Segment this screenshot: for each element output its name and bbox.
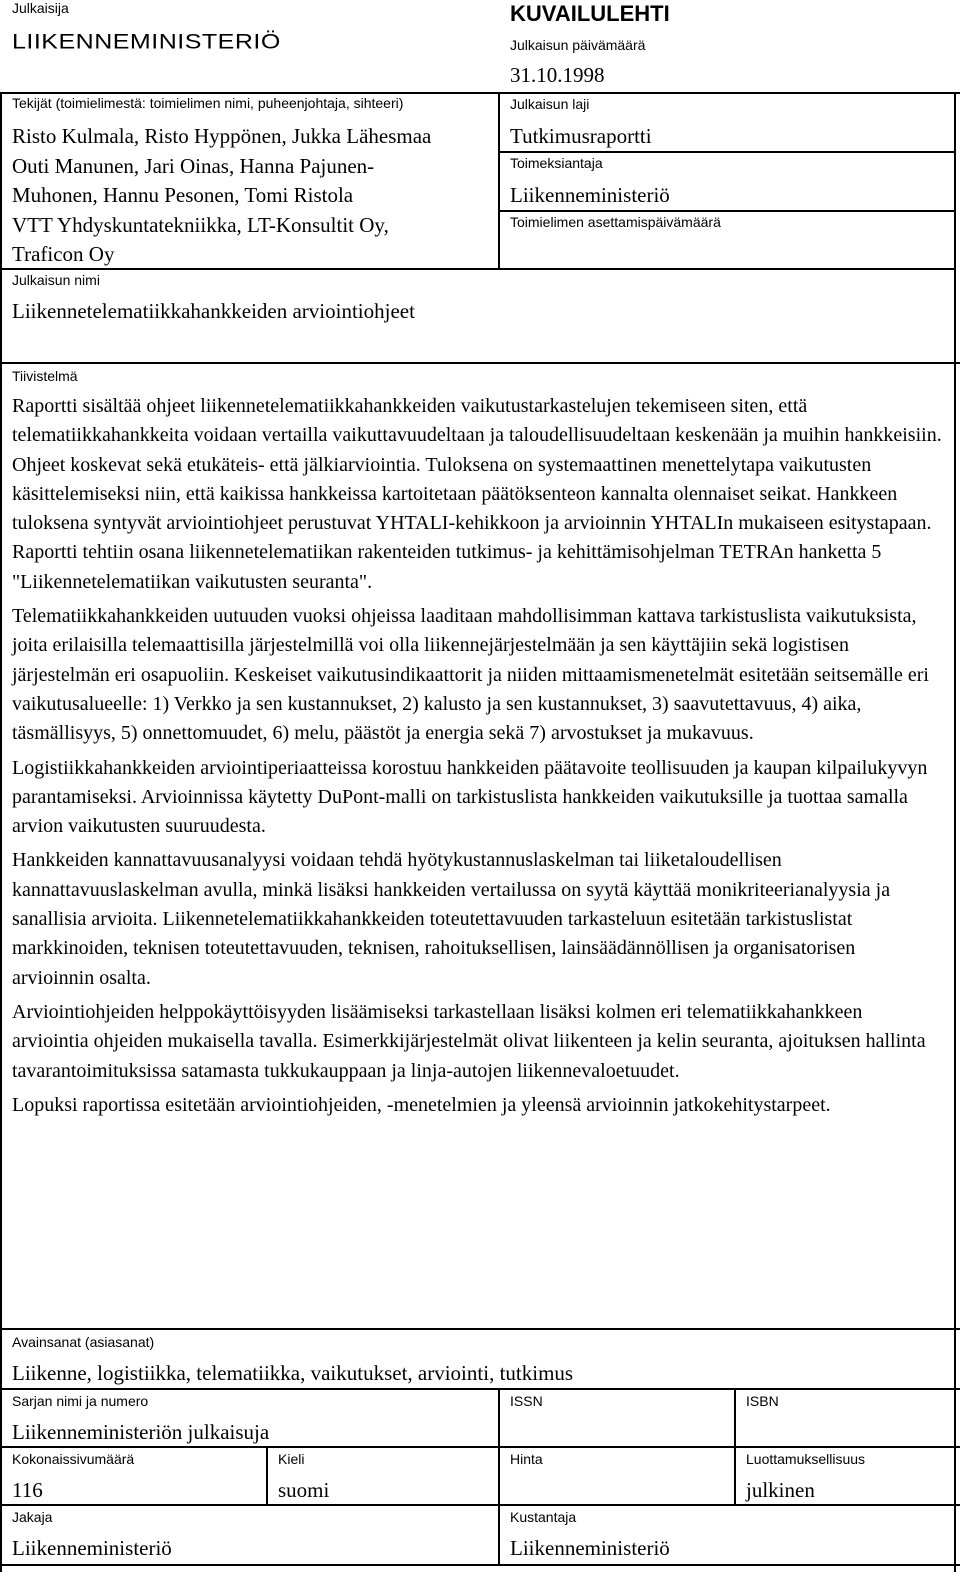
frame-line-commissioner [498,210,956,212]
frame-line-top [0,92,960,94]
publisher2-value: Liikenneministeriö [510,1536,670,1560]
keywords-label: Avainsanat (asiasanat) [12,1334,155,1350]
frame-line-keywords [0,1388,960,1390]
author-line: Muhonen, Hannu Pesonen, Tomi Ristola [12,183,354,207]
abstract-label: Tiivistelmä [12,368,78,384]
frame-line-bottom [0,1564,960,1566]
publisher-logo: LIIKENNEMINISTERIÖ [12,30,281,54]
pub-date: 31.10.1998 [510,63,605,87]
frame-divider-language [266,1446,268,1504]
type-label: Julkaisun laji [510,96,590,112]
confidentiality-label: Luottamuksellisuus [746,1451,866,1467]
frame-divider-bottom [498,1388,500,1564]
abstract-paragraph: Raportti sisältää ohjeet liikennetelematiikkahankkeiden vaikutustarkastelujen tekemiseen siten, että telematiikkahankkeita voidaan vertailla vaikuttavuudeltaan ja taloudellisuudeltaan keskenään ja muihin hankkeisiin. Ohjeet koskevat sekä etukäteis- että jälkiarviointia. Tuloksena on systemaattinen menettelytapa vaikutusten käsittelemiseksi niin, että kaikissa hankkeissa kartoitetaan päätöksenteon kannalta olennaiset seikat. Hankkeen tuloksena syntyvät arviointiohjeet perustuvat YHTALI-kehikkoon ja arvioinnin YHTALIn mukaiseen esitystapaan. Raportti tehtiin osana liikennetelematiikan rakenteiden tutkimus- ja kehittämisohjelman TETRAn hanketta 5 "Liikennetelematiikan vaikutusten seuranta". [12,395,942,593]
abstract-paragraph: Logistiikkahankkeiden arviointiperiaatteissa korostuu hankkeiden päätavoite teollisuuden ja kaupan kilpailukyvyn parantamiseksi. Arvioinnissa käytetty DuPont-malli on tarkistuslista hankkeiden vaikutuksille ja tuottaa samalla arvion vaikutusten suuruudesta. [12,756,928,838]
authors-block [12,122,431,270]
commissioner-label: Toimeksiantaja [510,155,603,171]
setdate-label: Toimielimen asettamispäivämäärä [510,214,721,230]
abstract-paragraph: Telematiikkahankkeiden uutuuden vuoksi ohjeissa laaditaan mahdollisimman kattava tarkistuslista vaikutuksista, joita erilaisilla telemaattisilla järjestelmillä voi olla liikennejärjestelmään ja sen käyttäjiin sekä logistisen järjestelmän eri osapuoliin. Keskeiset vaikutusindikaattorit ja niiden mittaamismenetelmät esitetään seitsemälle eri vaikutusalueelle: 1) Verkko ja sen kustannukset, 2) kalusto ja sen kustannukset, 3) saavutettavuus, 4) aika, täsmällisyys, 5) onnettomuudet, 6) melu, päästöt ja energia sekä 7) arvostukset ja mukavuus. [12,605,929,745]
document-type: KUVAILULEHTI [510,1,670,26]
frame-line-right [954,92,956,1572]
distributor-value: Liikenneministeriö [12,1536,172,1560]
publication-title: Liikennetelematiikkahankkeiden arviointiohjeet [12,299,415,323]
series-label: Sarjan nimi ja numero [12,1393,149,1409]
frame-divider-top [498,92,500,270]
price-label: Hinta [510,1451,543,1467]
confidentiality-value: julkinen [746,1478,815,1502]
type-value: Tutkimusraportti [510,124,652,148]
language-label: Kieli [278,1451,305,1467]
abstract-body [12,392,942,1120]
issn-label: ISSN [510,1393,543,1409]
language-value: suomi [278,1478,330,1502]
publisher-label: Julkaisija [12,0,69,16]
series-value: Liikenneministeriön julkaisuja [12,1420,270,1444]
pages-value: 116 [12,1478,43,1502]
pub-date-label: Julkaisun päivämäärä [510,37,646,53]
frame-line-type [498,151,956,153]
frame-line-setdate [498,268,956,270]
abstract-paragraph: Lopuksi raportissa esitetään arviointiohjeiden, -menetelmien ja yleensä arvioinnin jatkokehitystarpeet. [12,1093,831,1116]
abstract-paragraph: Arviointiohjeiden helppokäyttöisyyden lisäämiseksi tarkastellaan lisäksi kolmen eri telematiikkahankkeen arviointia ohjeiden mukaisella tavalla. Esimerkkijärjestelmät olivat liikenteen ja kelin seuranta, ajoituksen hallinta tavarantoimituksissa satamasta tukkukauppaan ja linja-autojen liikennevaloetuudet. [12,1000,926,1082]
commissioner-value: Liikenneministeriö [510,183,670,207]
abstract-paragraph: Hankkeiden kannattavuusanalyysi voidaan tehdä hyötykustannuslaskelman tai liiketaloudellisen kannattavuuslaskelman avulla, minkä lisäksi hankkeiden vertailussa on syytä käyttää monikriteerianalyysia ja sanallisia arvioita. Liikennetelematiikkahankkeiden toteutettavuuden tarkasteluun esitetään tarkistuslistat markkinoiden, teknisen toteutettavuuden, teknisen, rahoituksellisen, lainsäädännöllisen ja organisatorisen arvioinnin osalta. [12,849,891,989]
keywords-value: Liikenne, logistiikka, telematiikka, vaikutukset, arviointi, tutkimus [12,1361,574,1385]
frame-line-details [0,1504,960,1506]
frame-line-left [0,92,2,1572]
author-line: VTT Yhdyskuntatekniikka, LT-Konsultit Oy, [12,212,389,237]
distributor-label: Jakaja [12,1509,53,1525]
author-line: Traficon Oy [12,242,115,266]
title-label: Julkaisun nimi [12,272,100,288]
publisher2-label: Kustantaja [510,1509,577,1525]
author-line: Outi Manunen, Jari Oinas, Hanna Pajunen- [12,153,375,178]
isbn-label: ISBN [746,1393,779,1409]
frame-line-series [0,1446,960,1448]
frame-divider-isbn [734,1388,736,1504]
pages-label: Kokonaissivumäärä [12,1451,135,1467]
author-line: Risto Kulmala, Risto Hyppönen, Jukka Lähesmaa [12,124,432,148]
authors-label: Tekijät (toimielimestä: toimielimen nimi, puheenjohtaja, sihteeri) [12,95,404,111]
frame-line-title [0,362,960,364]
frame-line-abstract [0,1328,960,1330]
